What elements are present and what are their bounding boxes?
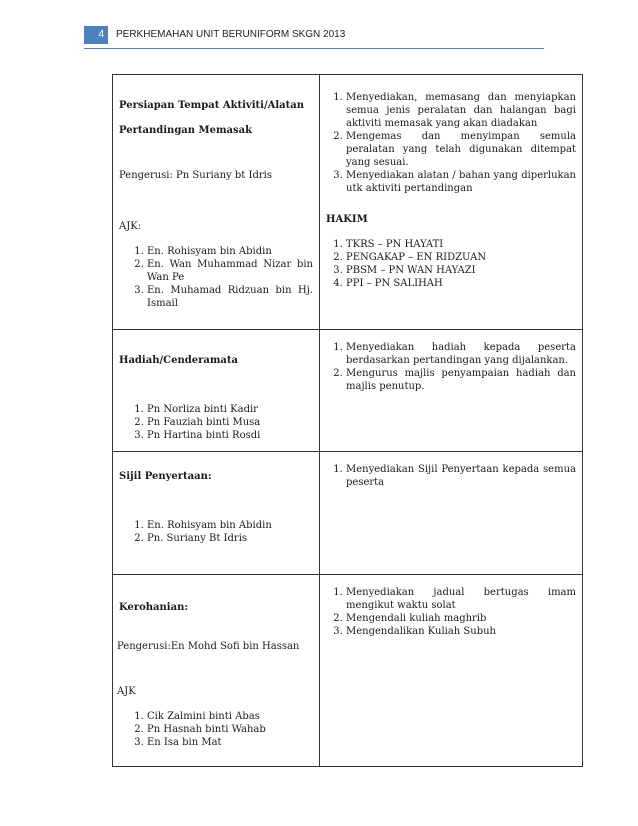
hakim-list [320,238,576,290]
header-title: PERKHEMAHAN UNIT BERUNIFORM SKGN 2013 [116,29,346,40]
list-item: 1. En. Rohisyam bin Abidin [147,519,313,532]
ajk-list [113,710,313,749]
list-item: 3. Pn Hartina binti Rosdi [147,429,313,442]
list-item: 3. En. Muhamad Ridzuan bin Hj. Ismail [147,284,313,310]
task-list [320,91,576,195]
ajk-list [119,245,313,310]
list-item: 3. Mengendalikan Kuliah Subuh [346,625,576,638]
task-cell [320,330,583,452]
task-list [320,341,576,393]
page-number: 4 [84,26,108,44]
page-header [84,26,544,52]
list-item: 2. PENGAKAP – EN RIDZUAN [346,251,576,264]
pengerusi: Pengerusi: Pn Suriany bt Idris [119,170,272,181]
ajk-label: AJK: [119,221,142,232]
committee-table [112,74,583,767]
hakim-label: HAKIM [326,214,368,225]
list-item: 1. Menyediakan, memasang dan menyiapkan semua jenis peralatan dan halangan bagi aktiviti memasak yang akan diadakan [346,91,576,130]
list-item: 3. En Isa bin Mat [147,736,313,749]
pengerusi: Pengerusi:En Mohd Sofi bin Hassan [117,641,300,652]
task-list [320,463,576,489]
ajk-list [119,403,313,442]
list-item: 3. PBSM – PN WAN HAYAZI [346,264,576,277]
committee-cell [113,452,320,575]
committee-cell [113,575,320,767]
table-row [113,575,583,767]
ajk-label: AJK [117,686,136,697]
list-item: 1. Menyediakan jadual bertugas imam mengikut waktu solat [346,586,576,612]
ajk-list [119,519,313,545]
list-item: 1. Cik Zalmini binti Abas [147,710,313,723]
committee-cell [113,330,320,452]
task-list [320,586,576,638]
committee-title: Sijil Penyertaan: [119,471,212,482]
list-item: 2. Pn. Suriany Bt Idris [147,532,313,545]
header-rule [84,48,544,49]
list-item: 2. Mengemas dan menyimpan semula peralatan yang telah digunakan ditempat yang sesuai. [346,130,576,169]
list-item: 2. Mengendali kuliah maghrib [346,612,576,625]
task-cell [320,575,583,767]
list-item: 2. Pn Fauziah binti Musa [147,416,313,429]
committee-title: Persiapan Tempat Aktiviti/Alatan [119,100,305,111]
committee-cell [113,75,320,330]
list-item: 2. Pn Hasnah binti Wahab [147,723,313,736]
list-item: 2. En. Wan Muhammad Nizar bin Wan Pe [147,258,313,284]
list-item: 3. Menyediakan alatan / bahan yang diperlukan utk aktiviti pertandingan [346,169,576,195]
list-item: 1. En. Rohisyam bin Abidin [147,245,313,258]
task-cell [320,452,583,575]
list-item: 4. PPI – PN SALIHAH [346,277,576,290]
table-row [113,330,583,452]
table-row [113,75,583,330]
committee-title: Kerohanian: [119,602,189,613]
table-row [113,452,583,575]
list-item: 1. Menyediakan Sijil Penyertaan kepada semua peserta [346,463,576,489]
list-item: 1. TKRS – PN HAYATI [346,238,576,251]
committee-title: Hadiah/Cenderamata [119,355,238,366]
list-item: 2. Mengurus majlis penyampaian hadiah dan majlis penutup. [346,367,576,393]
committee-title: Pertandingan Memasak [119,125,253,136]
list-item: 1. Menyediakan hadiah kepada peserta berdasarkan pertandingan yang dijalankan. [346,341,576,367]
task-cell [320,75,583,330]
list-item: 1. Pn Norliza binti Kadir [147,403,313,416]
